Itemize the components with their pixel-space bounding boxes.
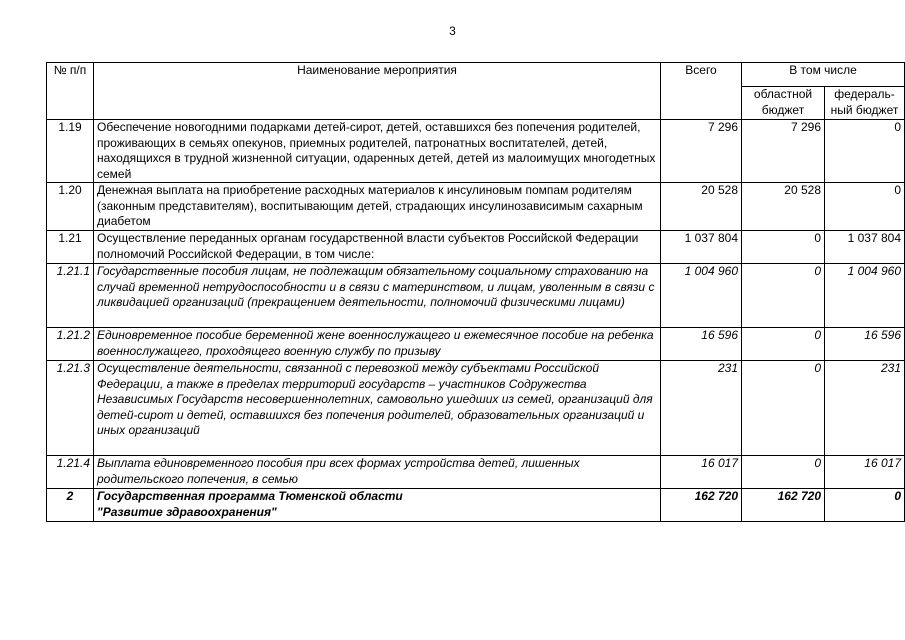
table-row xyxy=(47,489,905,522)
row-num: 1.21.4 xyxy=(47,456,94,489)
row-regional: 0 xyxy=(742,456,825,489)
row-name: Осуществление переданных органам государственной власти субъектов Российской Федерации полномочий Российской Федерации, в том числе: xyxy=(94,231,661,264)
row-name: Обеспечение новогодними подарками детей-сирот, детей, оставшихся без попечения родителей, проживающих в семьях опекунов, приемных родителей, патронатных воспитателей, детей, находящихся в трудной жизненной ситуации, одаренных детей, детей из малоимущих многодетных семей xyxy=(94,120,661,183)
table-row xyxy=(47,456,905,489)
row-federal: 0 xyxy=(825,120,905,183)
row-total: 20 528 xyxy=(661,183,742,231)
table-row xyxy=(47,361,905,456)
row-federal: 1 037 804 xyxy=(825,231,905,264)
header-federal: федераль-ный бюджет xyxy=(825,87,905,120)
row-regional: 0 xyxy=(742,231,825,264)
table-row xyxy=(47,264,905,328)
row-num: 1.20 xyxy=(47,183,94,231)
header-regional: областной бюджет xyxy=(742,87,825,120)
row-regional: 20 528 xyxy=(742,183,825,231)
row-federal: 1 004 960 xyxy=(825,264,905,328)
row-federal: 0 xyxy=(825,489,905,522)
row-name: Выплата единовременного пособия при всех формах устройства детей, лишенных родительского попечения, в семью xyxy=(94,456,661,489)
row-regional: 0 xyxy=(742,264,825,328)
row-name: Единовременное пособие беременной жене военнослужащего и ежемесячное пособие на ребенка военнослужащего, проходящего военную службу по призыву xyxy=(94,328,661,361)
row-total: 1 004 960 xyxy=(661,264,742,328)
row-regional: 7 296 xyxy=(742,120,825,183)
page-number: 3 xyxy=(449,24,456,38)
program-subtitle: "Развитие здравоохранения" xyxy=(97,504,277,519)
row-federal: 16 017 xyxy=(825,456,905,489)
row-num: 1.21.1 xyxy=(47,264,94,328)
header-including: В том числе xyxy=(742,63,905,87)
row-name xyxy=(94,489,661,522)
row-total: 16 596 xyxy=(661,328,742,361)
table-row xyxy=(47,120,905,183)
row-num: 2 xyxy=(47,489,94,522)
row-name: Денежная выплата на приобретение расходных материалов к инсулиновым помпам родителям (законным представителям), воспитывающим детей, страдающих инсулинозависимым сахарным диабетом xyxy=(94,183,661,231)
table-row xyxy=(47,328,905,361)
row-total: 1 037 804 xyxy=(661,231,742,264)
row-num: 1.21.2 xyxy=(47,328,94,361)
table-row xyxy=(47,183,905,231)
row-name: Государственные пособия лицам, не подлежащим обязательному социальному страхованию на случай временной нетрудоспособности и в связи с материнством, и лицам, уволенным в связи с ликвидацией организаций (прекращением деятельности, полномочий физическими лицами) xyxy=(94,264,661,328)
row-num: 1.21 xyxy=(47,231,94,264)
row-total: 162 720 xyxy=(661,489,742,522)
row-name: Осуществление деятельности, связанной с перевозкой между субъектами Российской Федерации, а также в пределах территорий государств – участников Содружества Независимых Государств несовершеннолетних, самовольно ушедших из семей, организаций для детей-сирот и детей, оставшихся без попечения родителей, образовательных организаций и иных организаций xyxy=(94,361,661,456)
row-regional: 0 xyxy=(742,328,825,361)
row-total: 16 017 xyxy=(661,456,742,489)
row-federal: 0 xyxy=(825,183,905,231)
row-num: 1.19 xyxy=(47,120,94,183)
budget-table xyxy=(46,62,905,522)
header-num: № п/п xyxy=(47,63,94,120)
row-regional: 162 720 xyxy=(742,489,825,522)
row-total: 7 296 xyxy=(661,120,742,183)
row-federal: 231 xyxy=(825,361,905,456)
table-row xyxy=(47,231,905,264)
header-total: Всего xyxy=(661,63,742,120)
row-total: 231 xyxy=(661,361,742,456)
row-regional: 0 xyxy=(742,361,825,456)
program-title: Государственная программа Тюменской области xyxy=(97,489,403,503)
row-federal: 16 596 xyxy=(825,328,905,361)
row-num: 1.21.3 xyxy=(47,361,94,456)
header-name: Наименование мероприятия xyxy=(94,63,661,120)
